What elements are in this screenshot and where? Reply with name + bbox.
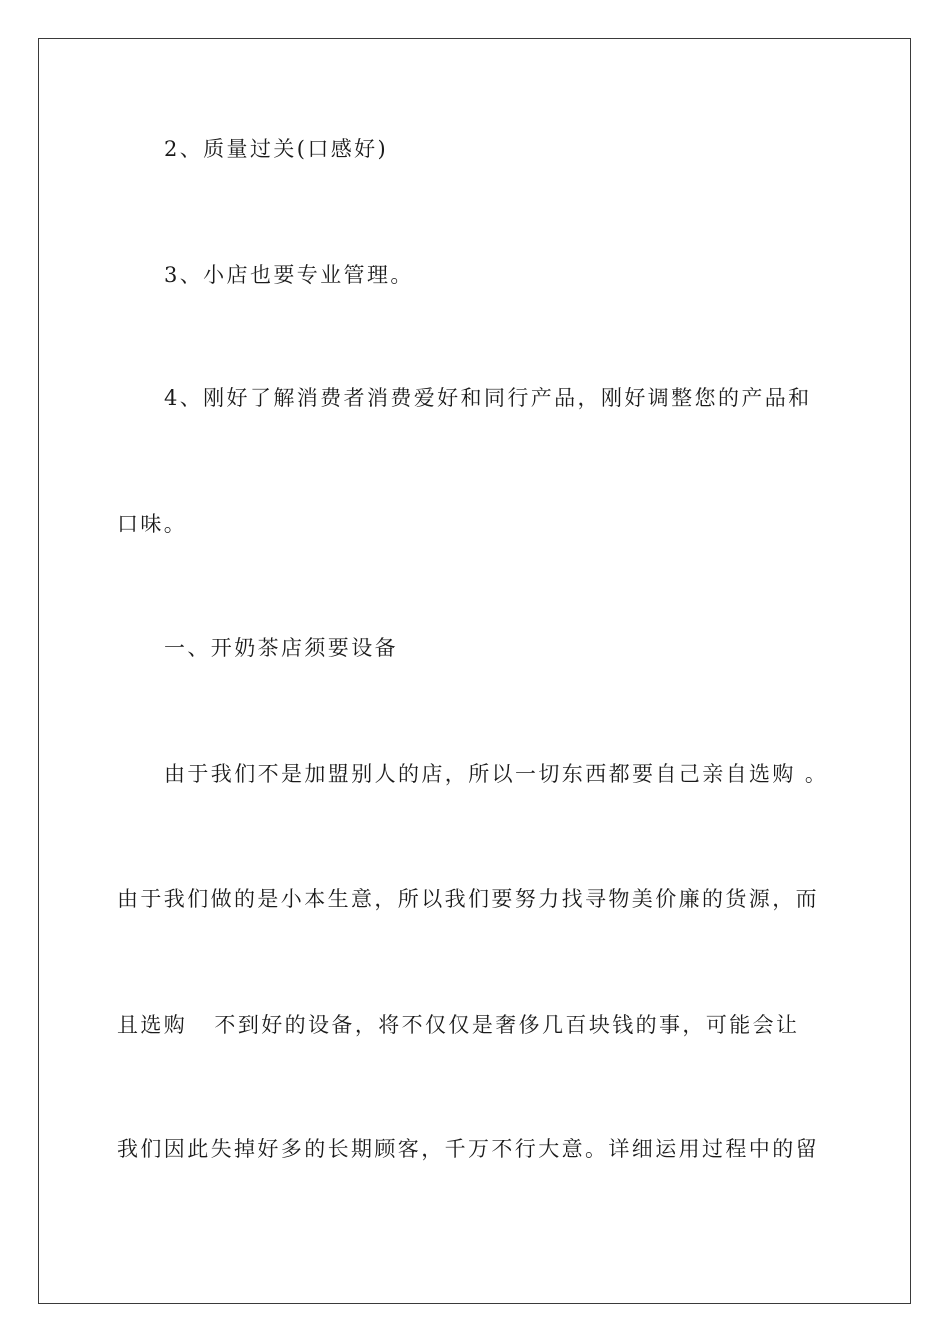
paragraph-line: 且选购 不到好的设备，将不仅仅是奢侈几百块钱的事，可能会让 (117, 1013, 800, 1037)
list-item-consumer-preferences: 4、刚好了解消费者消费爱好和同行产品，刚好调整您的产品和 (164, 386, 812, 410)
section-heading-equipment: 一、开奶茶店须要设备 (164, 636, 398, 660)
paragraph-line: 我们因此失掉好多的长期顾客，千万不行大意。详细运用过程中的留 (117, 1137, 819, 1161)
paragraph-continuation: 口味。 (117, 512, 188, 536)
list-item-quality: 2、质量过关(口感好) (164, 137, 389, 161)
paragraph-line: 由于我们做的是小本生意，所以我们要努力找寻物美价廉的货源，而 (117, 887, 819, 911)
list-item-management: 3、小店也要专业管理。 (164, 263, 414, 287)
paragraph-line: 由于我们不是加盟别人的店，所以一切东西都要自己亲自选购 。 (164, 762, 829, 786)
page-border (38, 38, 911, 1304)
